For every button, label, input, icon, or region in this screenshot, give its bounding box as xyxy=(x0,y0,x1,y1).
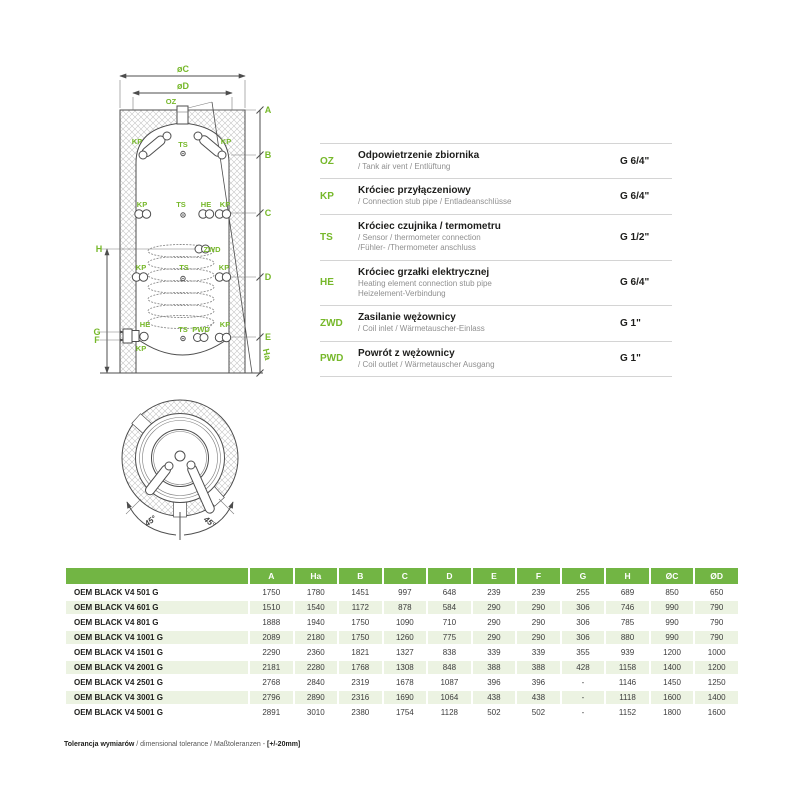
port-label-kp: KP xyxy=(131,137,143,146)
legend-size: G 1" xyxy=(620,318,641,330)
dimension-value: 1600 xyxy=(695,706,738,719)
dimension-value: 939 xyxy=(606,646,649,659)
dim-label-od: øD xyxy=(177,81,189,91)
legend-title: Króciec przyłączeniowy xyxy=(358,185,471,197)
dimension-value: 3010 xyxy=(295,706,338,719)
dim-label-b: B xyxy=(264,150,272,160)
table-row xyxy=(66,646,738,659)
header-cell: E xyxy=(473,568,516,584)
dimension-value: 1940 xyxy=(295,616,338,629)
oz-port xyxy=(177,106,188,124)
footnote-normal: / dimensional tolerance / Maßtoleranzen - xyxy=(134,741,267,748)
dimension-value: 1327 xyxy=(384,646,427,659)
legend-title: Powrót z wężownicy xyxy=(358,347,455,359)
dimension-value: 1200 xyxy=(695,661,738,674)
dimension-value: 290 xyxy=(517,631,560,644)
angle-label-right: 45° xyxy=(201,514,218,530)
legend-subtitle: Heizelement-Verbindung xyxy=(358,288,446,298)
spec-table-body xyxy=(66,586,738,719)
legend-code: ZWD xyxy=(320,318,343,330)
dimension-value: 2181 xyxy=(250,661,293,674)
dimension-value: 2796 xyxy=(250,691,293,704)
dimension-value: 1510 xyxy=(250,601,293,614)
dimension-value: 428 xyxy=(562,661,605,674)
header-cell: H xyxy=(606,568,649,584)
legend-subtitle: /Fühler- /Thermometer anschluss xyxy=(358,243,476,253)
dimension-value: 2280 xyxy=(295,661,338,674)
port-label-zwd: ZWD xyxy=(203,245,221,254)
dimension-value: 1118 xyxy=(606,691,649,704)
dimension-value: 1600 xyxy=(651,691,694,704)
legend-subtitle: / Sensor / thermometer connection xyxy=(358,232,481,242)
dimension-value: 1450 xyxy=(651,676,694,689)
dimension-value: 1146 xyxy=(606,676,649,689)
top-view xyxy=(122,400,238,540)
dimension-value: 710 xyxy=(428,616,471,629)
legend-size: G 6/4" xyxy=(620,155,650,167)
dimension-value: 990 xyxy=(651,631,694,644)
dim-label-c: C xyxy=(264,208,272,218)
legend-code: HE xyxy=(320,277,334,289)
footnote-bold: Tolerancja wymiarów xyxy=(64,741,135,748)
dimension-value: 1250 xyxy=(695,676,738,689)
port-label-ts: TS xyxy=(178,140,188,149)
dimension-value: 438 xyxy=(517,691,560,704)
dimension-value: - xyxy=(562,691,605,704)
dimension-value: 502 xyxy=(473,706,516,719)
port-label-ts: TS xyxy=(179,263,189,272)
header-cell xyxy=(66,568,248,584)
legend-size: G 6/4" xyxy=(620,191,650,203)
header-cell: G xyxy=(562,568,605,584)
dimension-value: 255 xyxy=(562,586,605,599)
port-label-kp: KP xyxy=(135,344,147,353)
port-label-he: HE xyxy=(200,200,212,209)
angle-label-left: 45° xyxy=(142,513,159,529)
header-cell: D xyxy=(428,568,471,584)
dimension-value: 290 xyxy=(473,616,516,629)
dimension-value: 1128 xyxy=(428,706,471,719)
tank-diagram xyxy=(55,58,320,558)
dim-label-g: G xyxy=(93,327,101,337)
dimension-value: 1888 xyxy=(250,616,293,629)
model-name: OEM BLACK V4 601 G xyxy=(66,601,248,614)
port-label-ts: TS xyxy=(178,325,188,334)
dimension-value: 2180 xyxy=(295,631,338,644)
dimension-value: 997 xyxy=(384,586,427,599)
model-name: OEM BLACK V4 801 G xyxy=(66,616,248,629)
dimension-value: 584 xyxy=(428,601,471,614)
dimension-value: 1172 xyxy=(339,601,382,614)
model-name: OEM BLACK V4 1001 G xyxy=(66,631,248,644)
port-label-ts: TS xyxy=(176,200,186,209)
model-name: OEM BLACK V4 3001 G xyxy=(66,691,248,704)
dimension-value: 1750 xyxy=(250,586,293,599)
port-label-kp: KP xyxy=(219,200,231,209)
dimension-value: 388 xyxy=(473,661,516,674)
dimension-value: 1090 xyxy=(384,616,427,629)
dimension-value: 785 xyxy=(606,616,649,629)
dimension-value: 339 xyxy=(517,646,560,659)
model-name: OEM BLACK V4 2001 G xyxy=(66,661,248,674)
port-label-kp: KP xyxy=(135,263,147,272)
dimension-value: 290 xyxy=(517,616,560,629)
dimension-value: 790 xyxy=(695,601,738,614)
dimension-value: 502 xyxy=(517,706,560,719)
port-label-kp: KP xyxy=(219,320,231,329)
dimension-value: 775 xyxy=(428,631,471,644)
dimension-value: 990 xyxy=(651,616,694,629)
dimension-value: 355 xyxy=(562,646,605,659)
dimension-value: 848 xyxy=(428,661,471,674)
dimension-value: 1780 xyxy=(295,586,338,599)
dimension-value: 1690 xyxy=(384,691,427,704)
table-row xyxy=(66,706,738,719)
header-cell: Ha xyxy=(295,568,338,584)
dimension-value: 1152 xyxy=(606,706,649,719)
dimension-value: 438 xyxy=(473,691,516,704)
dimension-value: 838 xyxy=(428,646,471,659)
dimension-value: 790 xyxy=(695,631,738,644)
legend-row-ts xyxy=(320,214,672,260)
dimension-value: 2290 xyxy=(250,646,293,659)
legend-row-zwd xyxy=(320,305,672,340)
table-row xyxy=(66,676,738,689)
model-name: OEM BLACK V4 5001 G xyxy=(66,706,248,719)
port-label-kp: KP xyxy=(136,200,148,209)
legend-code: PWD xyxy=(320,353,344,365)
dimension-value: 1400 xyxy=(651,661,694,674)
port-label-kp: KP xyxy=(218,263,230,272)
legend-row-oz xyxy=(320,143,672,178)
header-cell: A xyxy=(250,568,293,584)
dimension-value: 1064 xyxy=(428,691,471,704)
dimension-value: 1260 xyxy=(384,631,427,644)
dimension-value: 878 xyxy=(384,601,427,614)
header-cell: ØD xyxy=(695,568,738,584)
dimension-value: 746 xyxy=(606,601,649,614)
model-name: OEM BLACK V4 501 G xyxy=(66,586,248,599)
front-view xyxy=(93,64,273,377)
tolerance-footnote xyxy=(64,741,300,748)
dimension-value: 1754 xyxy=(384,706,427,719)
dimension-value: 290 xyxy=(517,601,560,614)
legend-subtitle: / Connection stub pipe / Entladeanschlüsse xyxy=(358,197,512,207)
dim-label-h: H xyxy=(95,244,103,254)
dimension-value: 239 xyxy=(473,586,516,599)
dimension-value: 1540 xyxy=(295,601,338,614)
table-row xyxy=(66,631,738,644)
dimension-value: 2316 xyxy=(339,691,382,704)
header-cell: F xyxy=(517,568,560,584)
dim-label-f: F xyxy=(94,335,100,345)
legend-row-he xyxy=(320,260,672,306)
dimension-value: 339 xyxy=(473,646,516,659)
legend-code: OZ xyxy=(320,155,334,167)
header-cell: ØC xyxy=(651,568,694,584)
dim-label-d: D xyxy=(264,272,272,282)
dimension-value: 388 xyxy=(517,661,560,674)
legend-subtitle: / Tank air vent / Entlüftung xyxy=(358,162,451,171)
dimension-value: 239 xyxy=(517,586,560,599)
header-cell: B xyxy=(339,568,382,584)
dimension-value: 396 xyxy=(473,676,516,689)
dimension-value: 2089 xyxy=(250,631,293,644)
port-label-oz: OZ xyxy=(165,97,177,106)
dimension-value: 396 xyxy=(517,676,560,689)
legend-code: KP xyxy=(320,191,334,203)
dimension-value: 2768 xyxy=(250,676,293,689)
dimension-value: 990 xyxy=(651,601,694,614)
dimension-value: 1768 xyxy=(339,661,382,674)
dimension-value: 290 xyxy=(473,601,516,614)
legend-size: G 1" xyxy=(620,353,641,365)
dimension-value: 2319 xyxy=(339,676,382,689)
table-row xyxy=(66,616,738,629)
legend-title: Zasilanie wężownicy xyxy=(358,312,456,324)
table-row xyxy=(66,601,738,614)
dimension-value: 1158 xyxy=(606,661,649,674)
header-cell: C xyxy=(384,568,427,584)
port-label-pwd: PWD xyxy=(192,325,210,334)
legend-title: Króciec czujnika / termometru xyxy=(358,220,501,232)
dimension-value: 2891 xyxy=(250,706,293,719)
dimension-value: 1000 xyxy=(695,646,738,659)
dimension-value: 1200 xyxy=(651,646,694,659)
table-row xyxy=(66,586,738,599)
dimension-value: 1400 xyxy=(695,691,738,704)
dimension-value: 306 xyxy=(562,631,605,644)
dimension-value: 306 xyxy=(562,601,605,614)
dimension-value: 1750 xyxy=(339,616,382,629)
table-row xyxy=(66,691,738,704)
dim-label-a: A xyxy=(264,105,272,115)
legend-title: Króciec grzałki elektrycznej xyxy=(358,266,490,278)
dimension-value: 1750 xyxy=(339,631,382,644)
port-label-he: HE xyxy=(139,320,151,329)
dimension-value: 689 xyxy=(606,586,649,599)
dimension-value: 1821 xyxy=(339,646,382,659)
dim-label-e: E xyxy=(264,332,272,342)
model-name: OEM BLACK V4 2501 G xyxy=(66,676,248,689)
dim-label-oc: øC xyxy=(177,64,189,74)
dimension-value: 290 xyxy=(473,631,516,644)
spec-table xyxy=(64,566,740,721)
table-row xyxy=(66,661,738,674)
legend-title: Odpowietrzenie zbiornika xyxy=(358,150,480,161)
dimension-value: 2890 xyxy=(295,691,338,704)
legend-subtitle: Heating element connection stub pipe xyxy=(358,278,492,288)
dimension-value: 650 xyxy=(695,586,738,599)
legend-subtitle: / Coil inlet / Wärmetauscher-Einlass xyxy=(358,324,485,334)
dimension-value: 790 xyxy=(695,616,738,629)
dimension-value: 1087 xyxy=(428,676,471,689)
legend-row-pwd xyxy=(320,341,672,377)
dimension-value: 880 xyxy=(606,631,649,644)
legend-subtitle: / Coil outlet / Wärmetauscher Ausgang xyxy=(358,359,495,369)
model-name: OEM BLACK V4 1501 G xyxy=(66,646,248,659)
dimension-value: 2840 xyxy=(295,676,338,689)
connection-legend xyxy=(320,143,672,377)
dimension-value: - xyxy=(562,706,605,719)
legend-code: TS xyxy=(320,231,333,243)
dimension-value: 2360 xyxy=(295,646,338,659)
dim-label-ha: Ha xyxy=(260,347,274,362)
footnote-bold: [+/-20mm] xyxy=(266,741,301,748)
legend-size: G 1/2" xyxy=(620,231,650,243)
table-header-row xyxy=(66,568,738,584)
dimension-value: 306 xyxy=(562,616,605,629)
dimension-value: 1678 xyxy=(384,676,427,689)
port-label-kp: KP xyxy=(220,137,232,146)
dimension-value: - xyxy=(562,676,605,689)
dimension-value: 2380 xyxy=(339,706,382,719)
dimension-value: 1451 xyxy=(339,586,382,599)
legend-size: G 6/4" xyxy=(620,277,650,289)
dimension-value: 1308 xyxy=(384,661,427,674)
dimension-value: 1800 xyxy=(651,706,694,719)
dimension-value: 648 xyxy=(428,586,471,599)
dimension-value: 850 xyxy=(651,586,694,599)
legend-row-kp xyxy=(320,178,672,213)
